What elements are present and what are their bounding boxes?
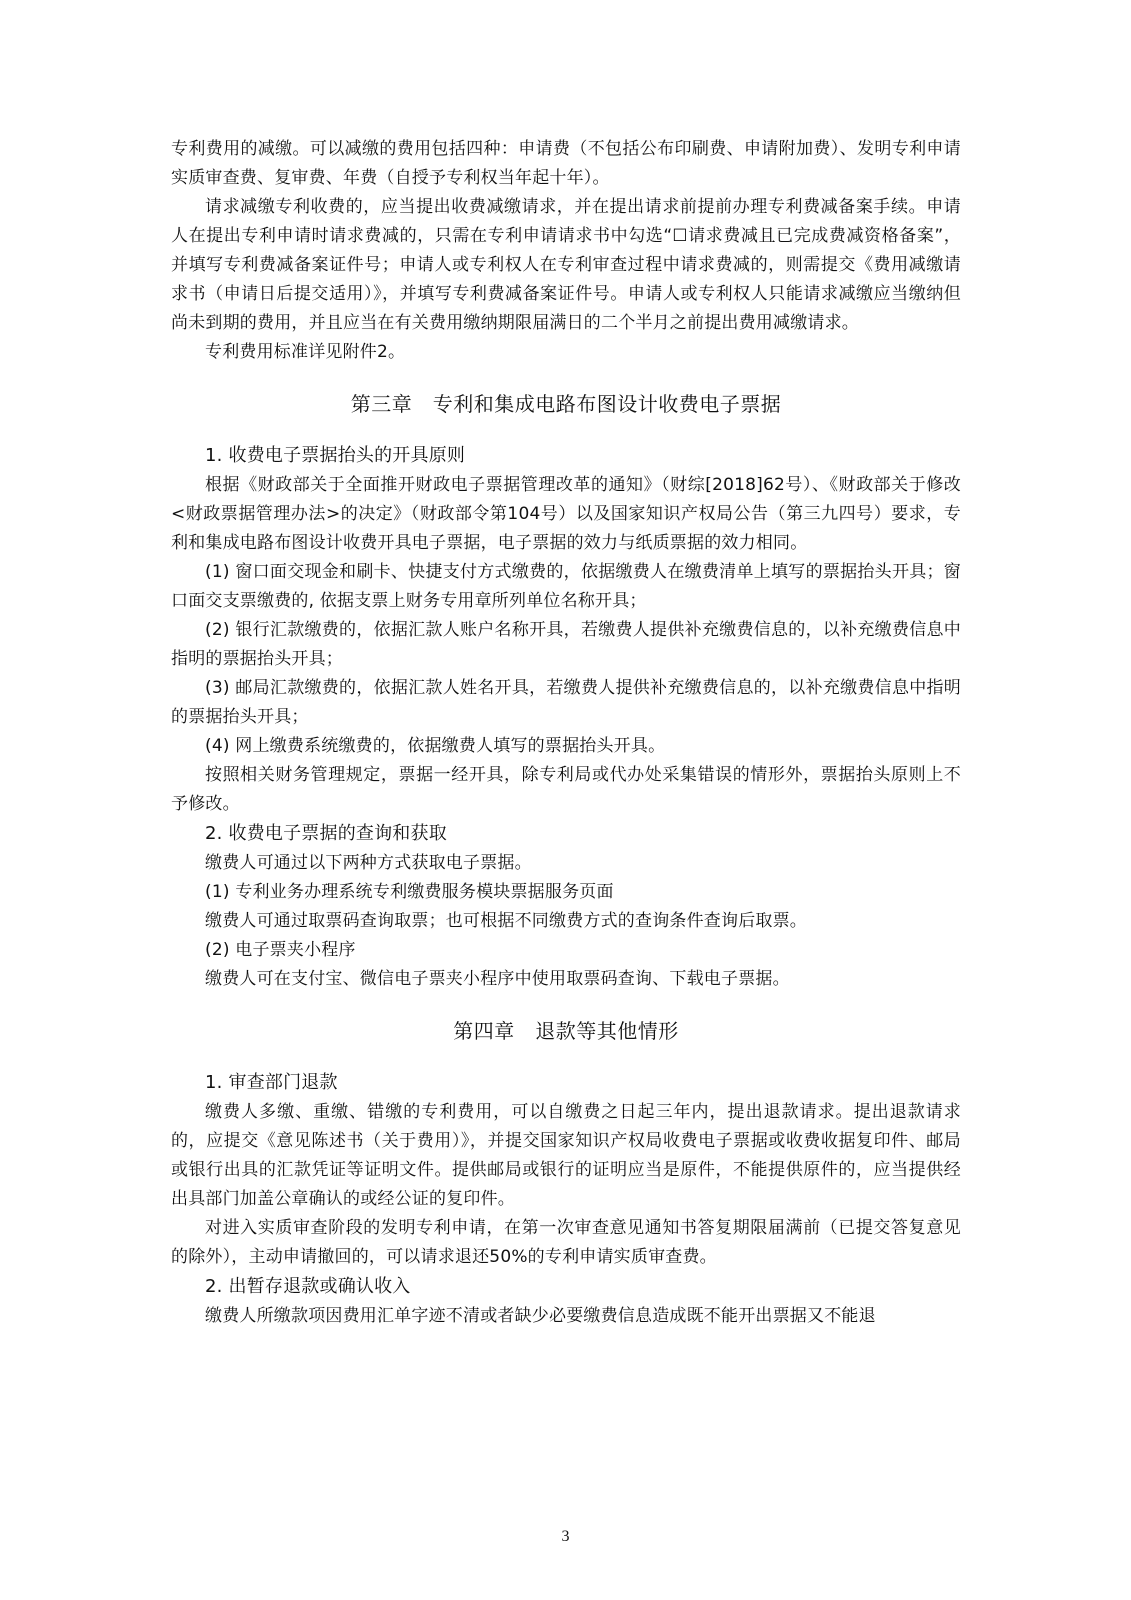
chapter-3-section-2-way-2-text: 缴费人可在支付宝、微信电子票夹小程序中使用取票码查询、下载电子票据。 [205,969,790,989]
chapter-3-section-1-heading: 1. 收费电子票据抬头的开具原则 [205,445,466,466]
chapter-3-section-2-intro: 缴费人可通过以下两种方式获取电子票据。 [205,853,532,873]
paragraph-fee-standard: 专利费用标准详见附件2。 [205,342,406,362]
chapter-4-section-1-heading: 1. 审查部门退款 [205,1072,338,1093]
chapter-4-section-1-text-1: 缴费人多缴、重缴、错缴的专利费用，可以自缴费之日起三年内，提出退款请求。提出退款请求的，应提交《意见陈述书（关于费用）》，并提交国家知识产权局收费电子票据或收费收据复印件、邮局或银行出具的汇款凭证等证明文件。提供邮局或银行的证明应当是原件，不能提供原件的，应当提供经出具部门加盖公章确认的或经公证的复印件。 [171,1102,961,1209]
chapter-3-section-1-intro: 根据《财政部关于全面推开财政电子票据管理改革的通知》（财综[2018]62号）、《财政部关于修改<财政票据管理办法>的决定》（财政部令第104号）以及国家知识产权局公告（第三九四号）要求，专利和集成电路布图设计收费开具电子票据，电子票据的效力与纸质票据的效力相同。 [171,475,961,553]
chapter-4-title: 第四章 退款等其他情形 [453,1019,679,1043]
paragraph-fee-reduction-types: 专利费用的减缴。可以减缴的费用包括四种：申请费（不包括公布印刷费、申请附加费）、发明专利申请实质审查费、复审费、年费（自授予专利权当年起十年）。 [171,139,961,188]
chapter-3-section-1-item-1: (1) 窗口面交现金和刷卡、快捷支付方式缴费的，依据缴费人在缴费清单上填写的票据抬头开具；窗口面交支票缴费的, 依据支票上财务专用章所列单位名称开具； [171,562,961,611]
chapter-4-section-2-text: 缴费人所缴款项因费用汇单字迹不清或者缺少必要缴费信息造成既不能开出票据又不能退 [205,1306,876,1326]
chapter-3-title: 第三章 专利和集成电路布图设计收费电子票据 [350,392,782,416]
page-number: 3 [561,1528,570,1545]
chapter-3-section-2-way-1-text: 缴费人可通过取票码查询取票；也可根据不同缴费方式的查询条件查询后取票。 [205,911,807,931]
chapter-3-section-2-way-1-title: (1) 专利业务办理系统专利缴费服务模块票据服务页面 [205,882,614,902]
chapter-3-section-1-item-2: (2) 银行汇款缴费的，依据汇款人账户名称开具，若缴费人提供补充缴费信息的，以补充缴费信息中指明的票据抬头开具； [171,620,961,669]
document-body [171,135,961,1331]
chapter-3-section-2-way-2-title: (2) 电子票夹小程序 [205,940,356,960]
chapter-3-section-1-item-4: (4) 网上缴费系统缴费的，依据缴费人填写的票据抬头开具。 [205,736,666,756]
chapter-4-section-1-text-2: 对进入实质审查阶段的发明专利申请，在第一次审查意见通知书答复期限届满前（已提交答复意见的除外），主动申请撤回的，可以请求退还50%的专利申请实质审查费。 [171,1218,961,1267]
chapter-3-section-2-heading: 2. 收费电子票据的查询和获取 [205,823,447,844]
chapter-3-section-1-item-3: (3) 邮局汇款缴费的，依据汇款人姓名开具，若缴费人提供补充缴费信息的，以补充缴费信息中指明的票据抬头开具； [171,678,961,727]
chapter-4-section-2-heading: 2. 出暂存退款或确认收入 [205,1276,411,1297]
chapter-3-section-1-note: 按照相关财务管理规定，票据一经开具，除专利局或代办处采集错误的情形外，票据抬头原则上不予修改。 [171,765,961,814]
paragraph-fee-reduction-request: 请求减缴专利收费的，应当提出收费减缴请求，并在提出请求前提前办理专利费减备案手续。申请人在提出专利申请时请求费减的，只需在专利申请请求书中勾选“☐请求费减且已完成费减资格备案”，并填写专利费减备案证件号；申请人或专利权人在专利审查过程中请求费减的，则需提交《费用减缴请求书（申请日后提交适用）》，并填写专利费减备案证件号。申请人或专利权人只能请求减缴应当缴纳但尚未到期的费用，并且应当在有关费用缴纳期限届满日的二个半月之前提出费用减缴请求。 [171,197,961,333]
